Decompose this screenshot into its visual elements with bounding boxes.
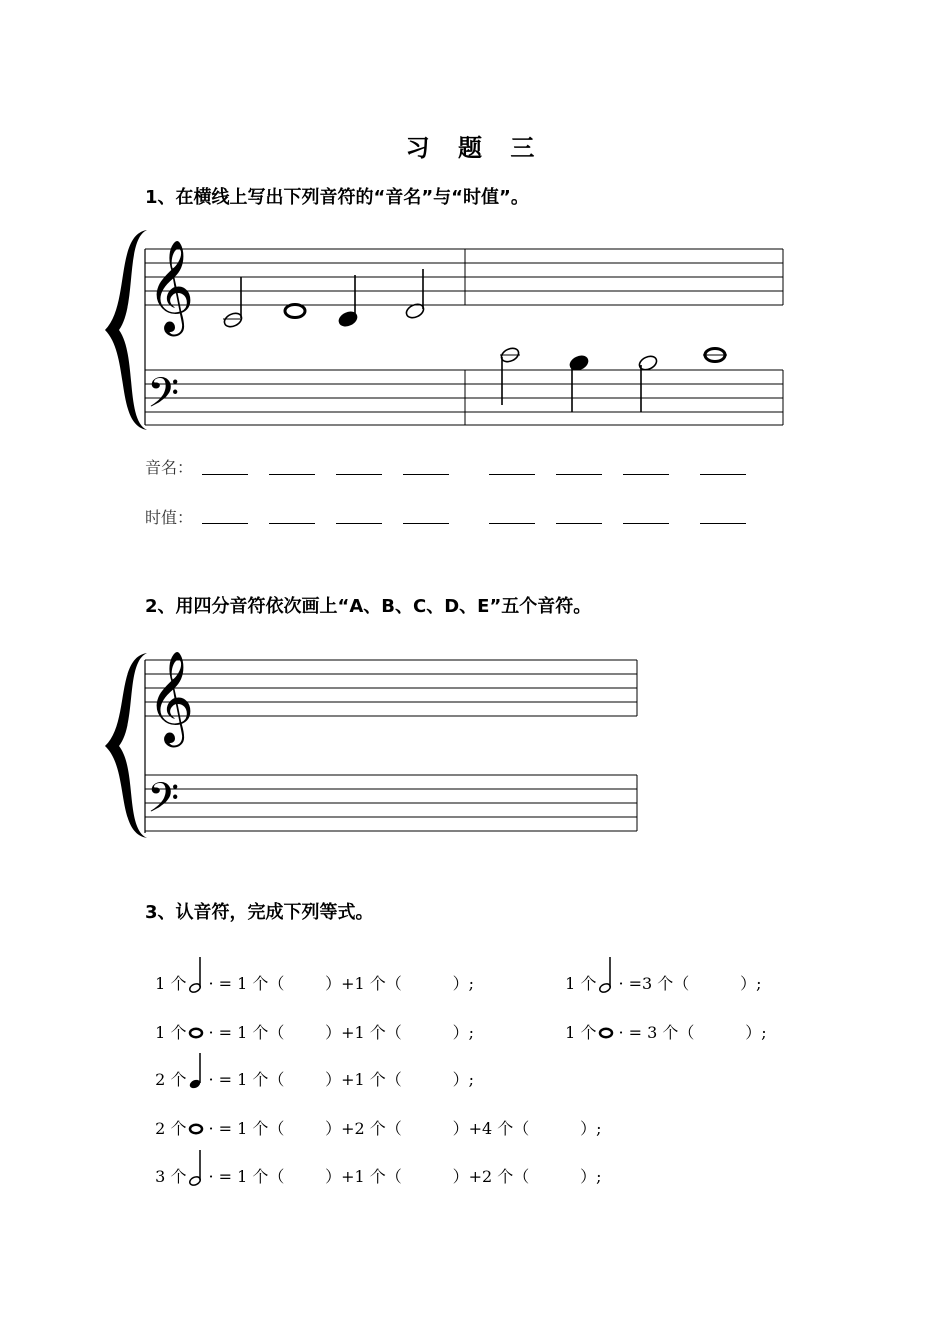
equation-row-4 xyxy=(145,1097,602,1139)
bass-notes xyxy=(499,346,727,412)
question-1-text: 1、在横线上写出下列音符的“音名”与“时值”。 xyxy=(145,187,529,208)
dotted-whole-note-icon xyxy=(186,1118,208,1138)
note-count: 1 个 xyxy=(155,974,187,993)
dotted-half-note-icon xyxy=(596,973,618,993)
note-count: 1 个 xyxy=(565,1023,597,1042)
equation-row-5 xyxy=(145,1145,602,1187)
grand-staff-2[interactable] xyxy=(95,638,655,843)
equation-text: · = 1 个（ ）+1 个（ ）; xyxy=(208,974,474,993)
equation-row-2-left xyxy=(145,1001,474,1043)
bass-staff xyxy=(145,370,783,425)
dotted-half-note-icon xyxy=(186,1166,208,1186)
brace xyxy=(105,230,147,430)
bass-clef-icon: 𝄢 xyxy=(147,774,180,832)
duration-label: 时值： xyxy=(145,508,194,527)
equation-text: · = 3 个（ ）; xyxy=(618,1023,767,1042)
bass-staff xyxy=(145,775,637,831)
grand-staff-1 xyxy=(95,225,795,435)
equation-text: · = 1 个（ ）+1 个（ ）+2 个（ ）; xyxy=(208,1167,602,1186)
dotted-half-note-icon xyxy=(186,973,208,993)
bass-clef-icon: 𝄢 xyxy=(147,369,180,427)
equation-text: · =3 个（ ）; xyxy=(618,974,762,993)
equation-row-2-right xyxy=(555,1001,767,1043)
equation-row-1-left xyxy=(145,952,474,994)
dotted-whole-note-icon xyxy=(596,1022,618,1042)
question-2-text: 2、用四分音符依次画上“A、B、C、D、E”五个音符。 xyxy=(145,596,592,617)
page-title: 习 题 三 xyxy=(405,134,545,162)
note-count: 3 个 xyxy=(155,1167,187,1186)
equation-text: · = 1 个（ ）+2 个（ ）+4 个（ ）; xyxy=(208,1119,602,1138)
question-3-text: 3、认音符，完成下列等式。 xyxy=(145,902,374,923)
treble-notes xyxy=(222,269,425,329)
treble-clef-icon: 𝄞 xyxy=(147,239,195,332)
treble-staff xyxy=(145,660,637,716)
note-name-label: 音名： xyxy=(145,458,194,477)
brace xyxy=(105,653,147,838)
dotted-quarter-note-icon xyxy=(186,1069,208,1089)
note-count: 2 个 xyxy=(155,1119,187,1138)
equation-row-1-right xyxy=(555,952,762,994)
treble-clef-icon: 𝄞 xyxy=(147,650,195,743)
equation-text: · = 1 个（ ）+1 个（ ）; xyxy=(208,1070,474,1089)
dotted-whole-note-icon xyxy=(186,1022,208,1042)
note-count: 1 个 xyxy=(155,1023,187,1042)
equation-row-3 xyxy=(145,1048,474,1090)
equation-text: · = 1 个（ ）+1 个（ ）; xyxy=(208,1023,474,1042)
note-count: 1 个 xyxy=(565,974,597,993)
note-count: 2 个 xyxy=(155,1070,187,1089)
